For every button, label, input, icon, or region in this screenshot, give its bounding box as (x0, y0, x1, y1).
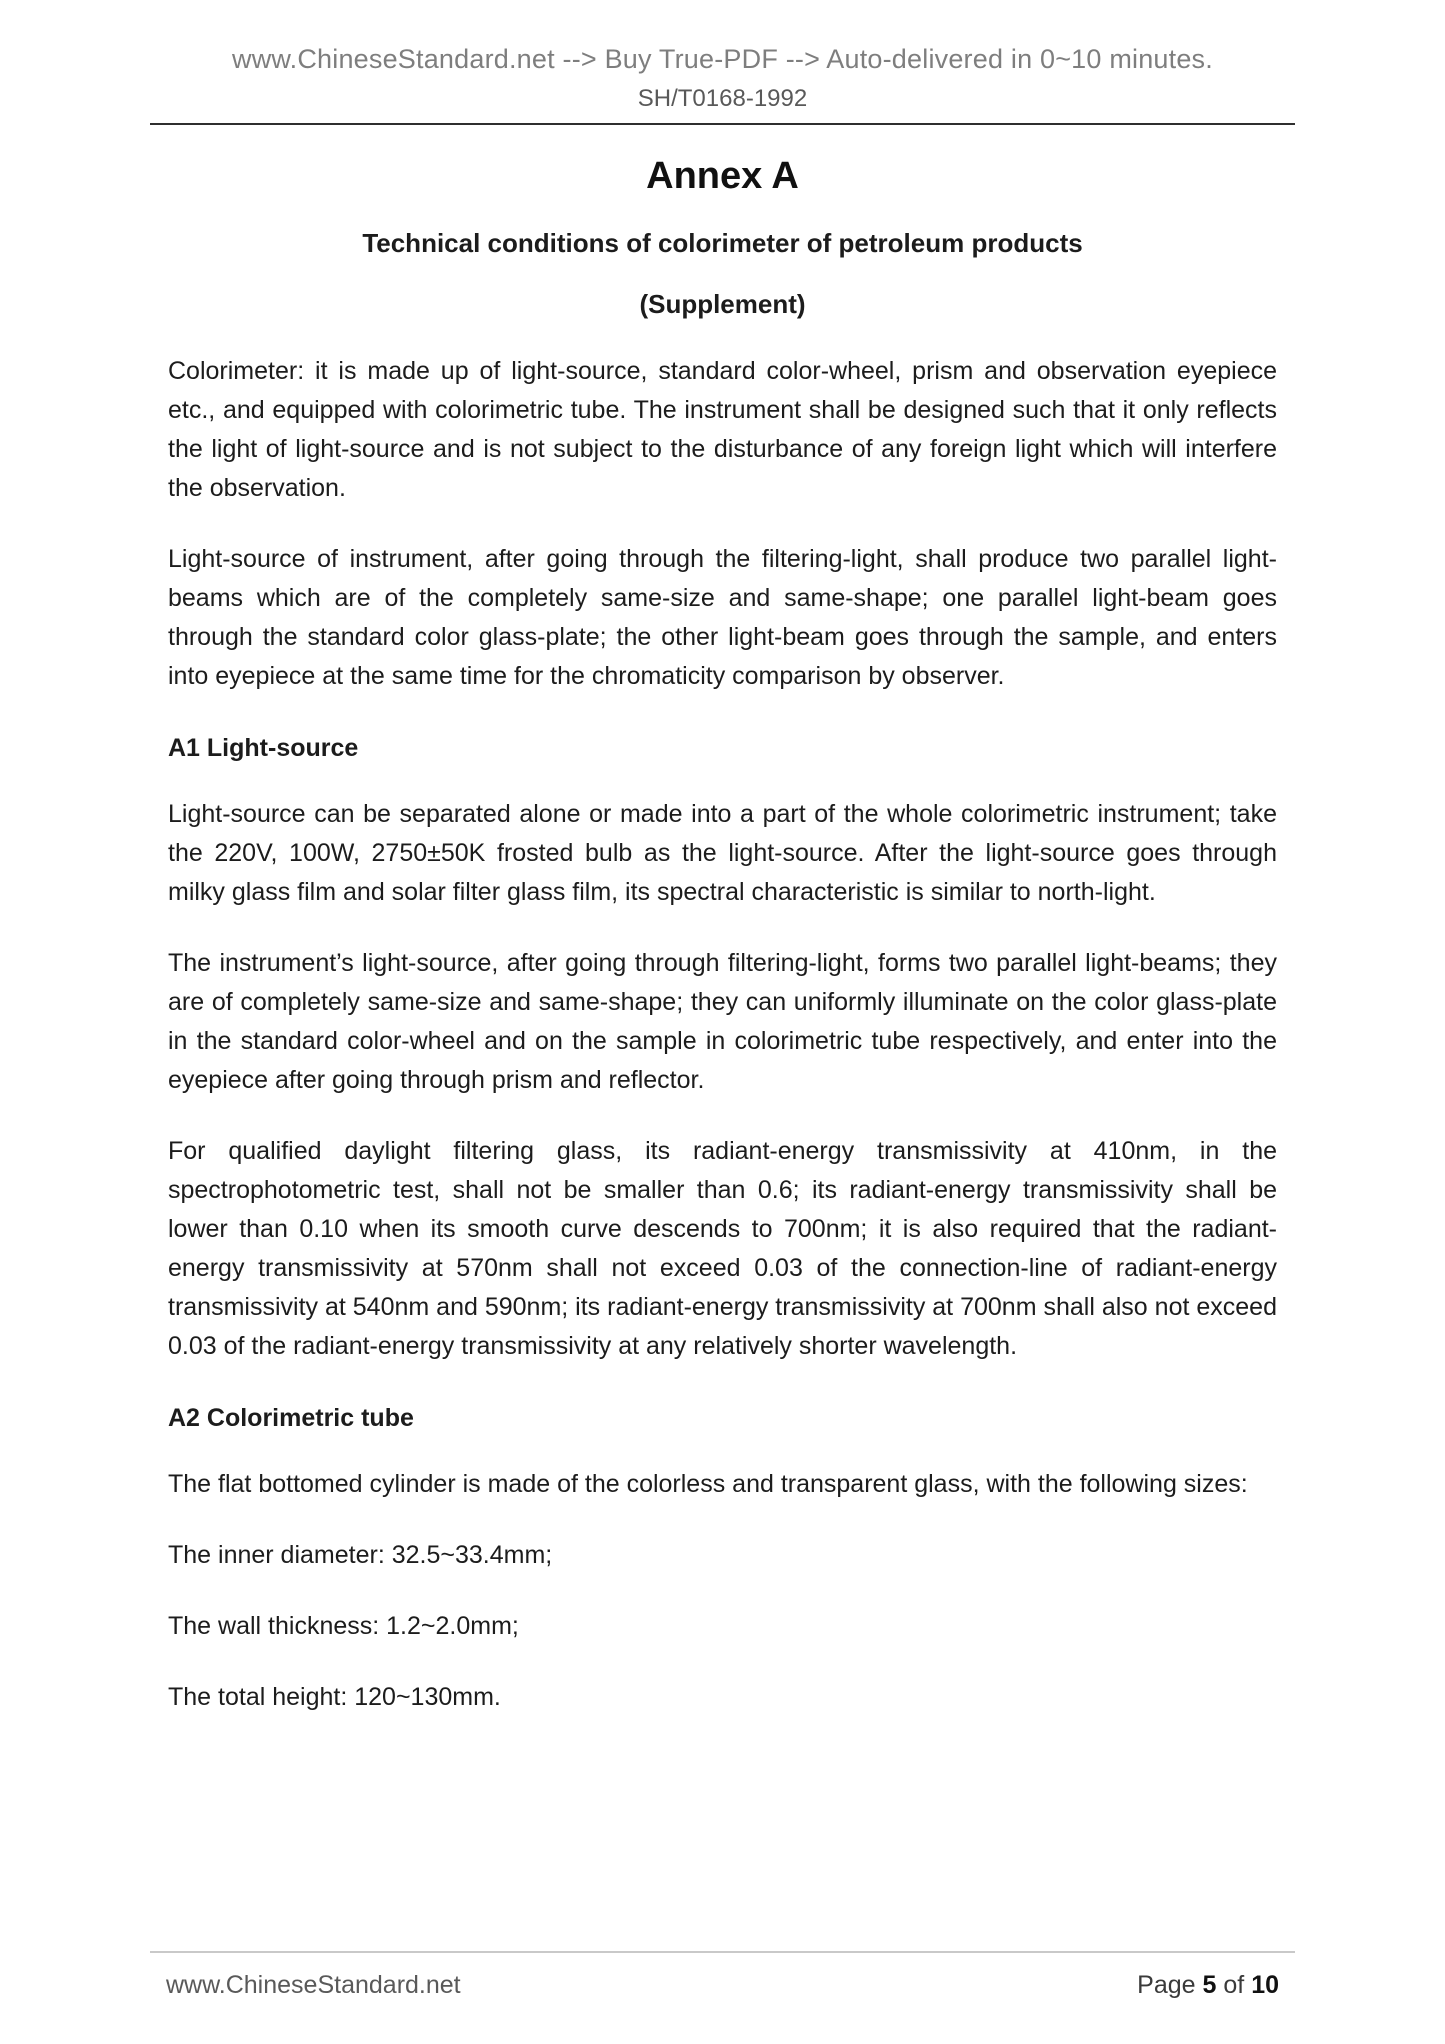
paragraph-colorimeter-intro: Colorimeter: it is made up of light-source, standard color-wheel, prism and observation eyepiece etc., and equipped with colorimetric tube. The instrument shall be designed such that it only reflects the light of light-source and is not subject to the disturbance of any foreign light which will interfere the observation. (168, 357, 1277, 502)
paragraph-light-source-intro: Light-source of instrument, after going through the filtering-light, shall produce two parallel light-beams which are of the completely same-size and same-shape; one parallel light-beam goes through the standard color glass-plate; the other light-beam goes through the sample, and enters into eyepiece at the same time for the chromaticity comparison by observer. (168, 545, 1277, 690)
standard-code: SH/T0168-1992 (637, 85, 808, 112)
footer-divider (150, 1951, 1295, 1953)
document-body (0, 155, 1445, 1717)
paragraph-a2-cylinder: The flat bottomed cylinder is made of the colorless and transparent glass, with the following sizes: (168, 1470, 1248, 1498)
annex-title: Annex A (646, 155, 799, 197)
header-divider (150, 123, 1295, 125)
paragraph-a1-filter-glass: For qualified daylight filtering glass, its radiant-energy transmissivity at 410nm, in the spectrophotometric test, shall not be smaller than 0.6; its radiant-energy transmissivity shall be lower than 0.10 when its smooth curve descends to 700nm; it is also required that the radiant-energy transmissivity at 570nm shall not exceed 0.03 of the connection-line of radiant-energy transmissivity at 540nm and 590nm; its radiant-energy transmissivity at 700nm shall also not exceed 0.03 of the radiant-energy transmissivity at any relatively shorter wavelength. (168, 1137, 1277, 1360)
section-heading-a2: A2 Colorimetric tube (168, 1404, 414, 1432)
supplement-label: (Supplement) (639, 289, 806, 319)
page-number: 5 (1202, 1971, 1217, 1999)
document-subtitle: Technical conditions of colorimeter of petroleum products (362, 228, 1083, 258)
paragraph-a2-wall-thickness: The wall thickness: 1.2~2.0mm; (168, 1612, 519, 1640)
of-word: of (1223, 1971, 1245, 1999)
page-footer (0, 1951, 1445, 2044)
page-total: 10 (1251, 1971, 1279, 1999)
paragraph-a2-total-height: The total height: 120~130mm. (168, 1683, 501, 1711)
section-heading-a1: A1 Light-source (168, 734, 359, 762)
footer-row (150, 1971, 1295, 2000)
paragraph-a2-inner-diameter: The inner diameter: 32.5~33.4mm; (168, 1541, 553, 1569)
page-word: Page (1137, 1971, 1196, 1999)
paragraph-a1-beams: The instrument’s light-source, after going through filtering-light, forms two parallel light-beams; they are of completely same-size and same-shape; they can uniformly illuminate on the color glass-plate in the standard color-wheel and on the sample in colorimetric tube respectively, and enter into the eyepiece after going through prism and reflector. (168, 949, 1277, 1094)
paragraph-a1-bulb: Light-source can be separated alone or made into a part of the whole colorimetric instrument; take the 220V, 100W, 2750±50K frosted bulb as the light-source. After the light-source goes through milky glass film and solar filter glass film, its spectral characteristic is similar to north-light. (168, 800, 1277, 906)
page-indicator (1137, 1971, 1279, 2000)
promo-banner-link[interactable]: www.ChineseStandard.net --> Buy True-PDF --> Auto-delivered in 0~10 minutes. (232, 44, 1213, 74)
footer-site-link[interactable]: www.ChineseStandard.net (166, 1971, 461, 1999)
page-header (0, 0, 1445, 125)
